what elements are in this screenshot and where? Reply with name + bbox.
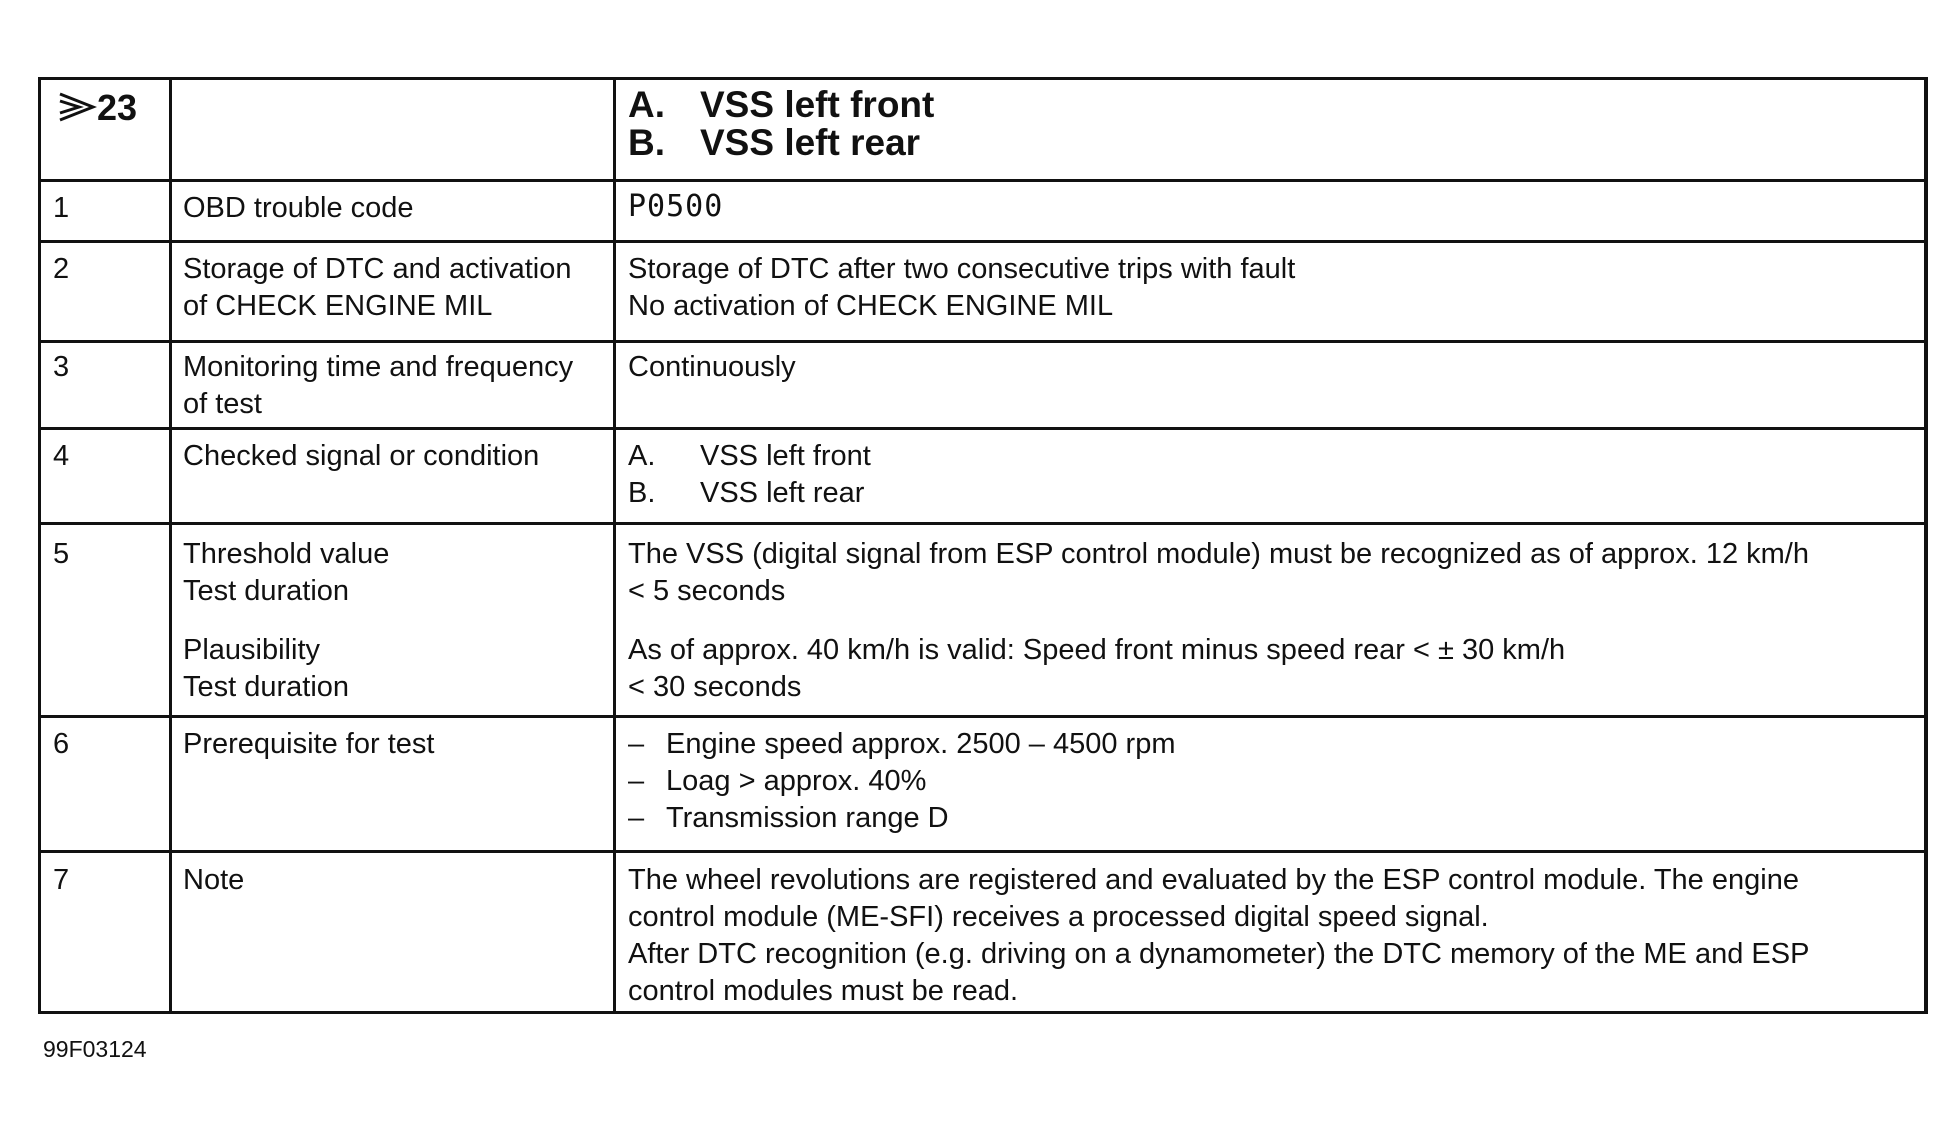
row-label: Threshold value Test duration Plausibility Test duration [183,538,390,703]
row-number: 4 [53,440,70,472]
row-number: 5 [53,538,70,570]
row-number: 6 [53,728,70,760]
row-value: The VSS (digital signal from ESP control module) must be recognized as of approx. 12 km/h < 5 seconds As of approx. 40 km/h is valid: Speed front minus speed rear < ± 30 km/h < 30 seconds [628,538,1809,703]
section-number: 23 [57,86,137,130]
row-label: Monitoring time and frequency of test [183,351,574,420]
row-label: Prerequisite for test [183,728,435,760]
row-value: – Engine speed approx. 2500 – 4500 rpm – Loag > approx. 40% – Transmission range D [628,728,1176,834]
row-number: 2 [53,253,70,285]
reference-code: 99F03124 [43,1036,147,1062]
page-title: A. VSS left front B. VSS left rear [628,84,935,163]
row-value: A. VSS left front B. VSS left rear [628,440,871,509]
row-label: OBD trouble code [183,192,414,224]
row-number: 1 [53,192,70,224]
table-row [41,243,1924,343]
table-row [41,182,1924,243]
double-chevron-icon [57,90,97,124]
table-row [41,430,1924,525]
row-label: Note [183,864,245,896]
row-value: Storage of DTC after two consecutive trips with fault No activation of CHECK ENGINE MIL [628,253,1296,322]
row-number: 3 [53,351,70,383]
row-label: Storage of DTC and activation of CHECK ENGINE MIL [183,253,572,322]
header-row [41,80,1924,182]
dtc-table [38,77,1928,1014]
table-row [41,343,1924,430]
row-number: 7 [53,864,70,896]
trouble-code: P0500 [628,189,724,224]
row-label: Checked signal or condition [183,440,540,472]
table-row [41,718,1924,853]
row-value: Continuously [628,351,796,383]
table-row [41,853,1924,1011]
row-value: The wheel revolutions are registered and evaluated by the ESP control module. The engine control module (ME-SFI) receives a processed digital speed signal. After DTC recognition (e.g. driving on a dynamometer) the DTC memory of the ME and ESP control modules must be read. [628,864,1810,1007]
table-row [41,525,1924,718]
